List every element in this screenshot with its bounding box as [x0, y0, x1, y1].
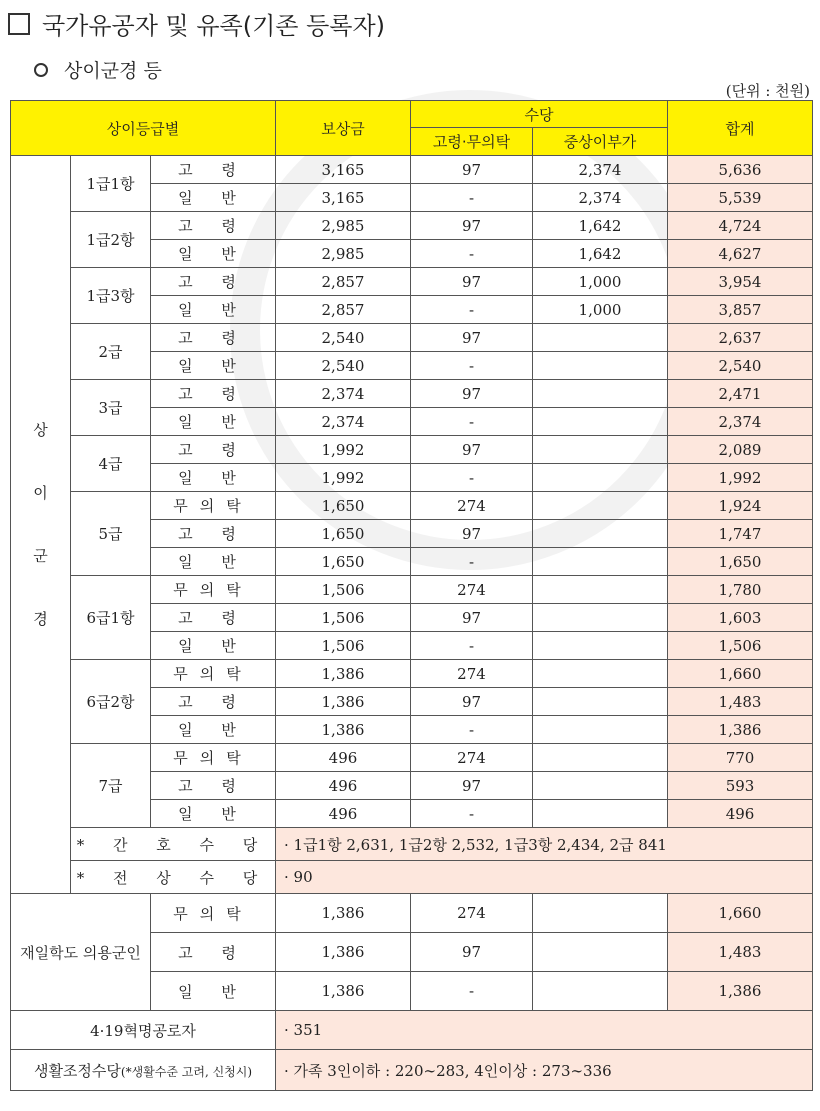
group-label-char: 이 [33, 483, 48, 502]
table-row [11, 212, 813, 240]
type-cell: 고 령 [151, 772, 276, 800]
allow-severe-cell [533, 464, 668, 492]
total-cell: 1,483 [668, 933, 813, 972]
comp-cell: 496 [276, 772, 411, 800]
page-title [8, 6, 385, 41]
allow-severe-cell: 1,000 [533, 296, 668, 324]
allow-severe-cell [533, 324, 668, 352]
type-cell: 고 령 [151, 156, 276, 184]
allow-severe-cell [533, 933, 668, 972]
table-row [11, 861, 813, 894]
allow-severe-cell [533, 492, 668, 520]
allow-elderly-cell: - [411, 716, 533, 744]
comp-cell: 1,506 [276, 632, 411, 660]
type-cell: 일 반 [151, 464, 276, 492]
living-label-text: 생활조정수당 [33, 1061, 121, 1080]
type-cell: 고 령 [151, 436, 276, 464]
allow-elderly-cell: - [411, 632, 533, 660]
type-cell: 일 반 [151, 716, 276, 744]
comp-cell: 1,386 [276, 688, 411, 716]
allow-severe-cell: 1,000 [533, 268, 668, 296]
allow-severe-cell: 2,374 [533, 184, 668, 212]
comp-cell: 1,386 [276, 894, 411, 933]
comp-cell: 2,985 [276, 240, 411, 268]
comp-cell: 2,857 [276, 268, 411, 296]
allow-severe-cell [533, 520, 668, 548]
total-cell: 1,650 [668, 548, 813, 576]
unit-label: (단위 : 천원) [725, 82, 810, 100]
living-allowance-value: · 가족 3인이하 : 220∼283, 4인이상 : 273∼336 [276, 1050, 813, 1091]
total-cell: 1,924 [668, 492, 813, 520]
type-cell: 일 반 [151, 296, 276, 324]
grade-name: 1급3항 [71, 268, 151, 324]
allow-elderly-cell: - [411, 972, 533, 1011]
living-allowance-label [11, 1050, 276, 1091]
group-label-disabled-veterans [11, 156, 71, 894]
type-cell: 일 반 [151, 408, 276, 436]
allow-elderly-cell: 97 [411, 688, 533, 716]
comp-cell: 1,506 [276, 604, 411, 632]
comp-cell: 1,992 [276, 464, 411, 492]
grade-name: 2급 [71, 324, 151, 380]
total-cell: 1,603 [668, 604, 813, 632]
allow-severe-cell [533, 800, 668, 828]
section-subtitle [34, 56, 162, 83]
allow-elderly-cell: - [411, 184, 533, 212]
total-cell: 593 [668, 772, 813, 800]
table-row [11, 324, 813, 352]
grade-name: 6급2항 [71, 660, 151, 744]
table-row [11, 660, 813, 688]
header-compensation: 보상금 [276, 101, 411, 156]
header-total: 합계 [668, 101, 813, 156]
subtitle-text: 상이군경 등 [64, 60, 162, 82]
type-cell: 무의탁 [151, 492, 276, 520]
comp-cell: 1,650 [276, 492, 411, 520]
type-cell: 고 령 [151, 933, 276, 972]
allow-elderly-cell: 97 [411, 520, 533, 548]
grade-name: 4급 [71, 436, 151, 492]
total-cell: 3,954 [668, 268, 813, 296]
allow-elderly-cell: - [411, 548, 533, 576]
comp-cell: 1,506 [276, 576, 411, 604]
total-cell: 1,506 [668, 632, 813, 660]
type-cell: 고 령 [151, 520, 276, 548]
allow-elderly-cell: - [411, 240, 533, 268]
allow-elderly-cell: 274 [411, 576, 533, 604]
allow-elderly-cell: 274 [411, 894, 533, 933]
compensation-table [10, 100, 813, 1091]
circle-bullet-icon [34, 63, 48, 77]
type-cell: 무의탁 [151, 894, 276, 933]
war-injury-allowance-value: · 90 [276, 861, 813, 894]
total-cell: 1,483 [668, 688, 813, 716]
comp-cell: 496 [276, 800, 411, 828]
table-row [11, 744, 813, 772]
grade-name: 6급1항 [71, 576, 151, 660]
allow-elderly-cell: - [411, 408, 533, 436]
revolution-value: · 351 [276, 1011, 813, 1050]
comp-cell: 1,650 [276, 548, 411, 576]
type-cell: 고 령 [151, 604, 276, 632]
table-row [11, 894, 813, 933]
allow-elderly-cell: - [411, 800, 533, 828]
total-cell: 496 [668, 800, 813, 828]
title-text: 국가유공자 및 유족(기존 등록자) [42, 12, 386, 40]
total-cell: 5,539 [668, 184, 813, 212]
table-row [11, 380, 813, 408]
type-cell: 고 령 [151, 268, 276, 296]
comp-cell: 3,165 [276, 184, 411, 212]
allow-elderly-cell: 97 [411, 933, 533, 972]
student-volunteer-label: 재일학도 의용군인 [11, 894, 151, 1011]
nursing-allowance-value: · 1급1항 2,631, 1급2항 2,532, 1급3항 2,434, 2급 841 [276, 828, 813, 861]
total-cell: 3,857 [668, 296, 813, 324]
table-row [11, 1011, 813, 1050]
comp-cell: 2,374 [276, 408, 411, 436]
total-cell: 1,747 [668, 520, 813, 548]
type-cell: 일 반 [151, 800, 276, 828]
total-cell: 1,660 [668, 660, 813, 688]
total-cell: 1,660 [668, 894, 813, 933]
type-cell: 일 반 [151, 972, 276, 1011]
allow-elderly-cell: 97 [411, 212, 533, 240]
total-cell: 1,386 [668, 972, 813, 1011]
comp-cell: 2,540 [276, 352, 411, 380]
allow-elderly-cell: 274 [411, 660, 533, 688]
allow-severe-cell [533, 604, 668, 632]
living-label-note: (*생활수준 고려, 신청시) [120, 1064, 253, 1079]
allow-severe-cell: 2,374 [533, 156, 668, 184]
total-cell: 2,471 [668, 380, 813, 408]
allow-elderly-cell: 274 [411, 492, 533, 520]
type-cell: 고 령 [151, 688, 276, 716]
allow-elderly-cell: 97 [411, 436, 533, 464]
type-cell: 무의탁 [151, 744, 276, 772]
type-cell: 일 반 [151, 184, 276, 212]
allow-severe-cell [533, 894, 668, 933]
table-row [11, 156, 813, 184]
nursing-allowance-label: * 간 호 수 당 [71, 828, 276, 861]
allow-severe-cell [533, 408, 668, 436]
grade-name: 1급1항 [71, 156, 151, 212]
table-row [11, 436, 813, 464]
allow-severe-cell [533, 716, 668, 744]
header-allowance-severe: 중상이부가 [533, 128, 668, 156]
comp-cell: 1,650 [276, 520, 411, 548]
revolution-label: 4·19혁명공로자 [11, 1011, 276, 1050]
total-cell: 2,540 [668, 352, 813, 380]
group-label-char: 경 [33, 609, 48, 628]
comp-cell: 3,165 [276, 156, 411, 184]
allow-elderly-cell: 97 [411, 772, 533, 800]
type-cell: 고 령 [151, 380, 276, 408]
allow-elderly-cell: 97 [411, 604, 533, 632]
comp-cell: 1,386 [276, 933, 411, 972]
war-injury-allowance-label: * 전 상 수 당 [71, 861, 276, 894]
allow-elderly-cell: 97 [411, 324, 533, 352]
header-grade: 상이등급별 [11, 101, 276, 156]
grade-name: 1급2항 [71, 212, 151, 268]
allow-elderly-cell: 97 [411, 380, 533, 408]
type-cell: 무의탁 [151, 576, 276, 604]
allow-severe-cell [533, 772, 668, 800]
total-cell: 2,637 [668, 324, 813, 352]
allow-elderly-cell: 274 [411, 744, 533, 772]
table-row [11, 268, 813, 296]
comp-cell: 1,386 [276, 660, 411, 688]
allow-elderly-cell: - [411, 296, 533, 324]
comp-cell: 1,992 [276, 436, 411, 464]
grade-name: 3급 [71, 380, 151, 436]
allow-severe-cell: 1,642 [533, 240, 668, 268]
comp-cell: 1,386 [276, 716, 411, 744]
comp-cell: 2,540 [276, 324, 411, 352]
type-cell: 무의탁 [151, 660, 276, 688]
group-label-char: 상 [33, 420, 48, 439]
allow-severe-cell [533, 436, 668, 464]
type-cell: 일 반 [151, 548, 276, 576]
type-cell: 일 반 [151, 240, 276, 268]
total-cell: 5,636 [668, 156, 813, 184]
allow-severe-cell [533, 548, 668, 576]
comp-cell: 1,386 [276, 972, 411, 1011]
type-cell: 일 반 [151, 632, 276, 660]
checkbox-square-icon [8, 13, 30, 35]
total-cell: 4,627 [668, 240, 813, 268]
allow-elderly-cell: 97 [411, 268, 533, 296]
allow-severe-cell [533, 632, 668, 660]
allow-severe-cell [533, 744, 668, 772]
comp-cell: 2,985 [276, 212, 411, 240]
comp-cell: 2,857 [276, 296, 411, 324]
header-allowance: 수당 [411, 101, 668, 128]
header-allowance-elderly: 고령·무의탁 [411, 128, 533, 156]
total-cell: 1,386 [668, 716, 813, 744]
type-cell: 고 령 [151, 324, 276, 352]
total-cell: 1,780 [668, 576, 813, 604]
type-cell: 일 반 [151, 352, 276, 380]
table-row [11, 576, 813, 604]
type-cell: 고 령 [151, 212, 276, 240]
allow-severe-cell [533, 576, 668, 604]
total-cell: 770 [668, 744, 813, 772]
comp-cell: 2,374 [276, 380, 411, 408]
allow-severe-cell [533, 380, 668, 408]
grade-name: 7급 [71, 744, 151, 828]
allow-severe-cell [533, 688, 668, 716]
allow-severe-cell: 1,642 [533, 212, 668, 240]
allow-severe-cell [533, 660, 668, 688]
total-cell: 1,992 [668, 464, 813, 492]
table-row [11, 828, 813, 861]
grade-name: 5급 [71, 492, 151, 576]
table-row [11, 1050, 813, 1091]
allow-severe-cell [533, 972, 668, 1011]
group-label-char: 군 [33, 546, 48, 565]
total-cell: 2,089 [668, 436, 813, 464]
total-cell: 2,374 [668, 408, 813, 436]
comp-cell: 496 [276, 744, 411, 772]
total-cell: 4,724 [668, 212, 813, 240]
allow-elderly-cell: - [411, 352, 533, 380]
allow-severe-cell [533, 352, 668, 380]
allow-elderly-cell: - [411, 464, 533, 492]
table-row [11, 492, 813, 520]
allow-elderly-cell: 97 [411, 156, 533, 184]
